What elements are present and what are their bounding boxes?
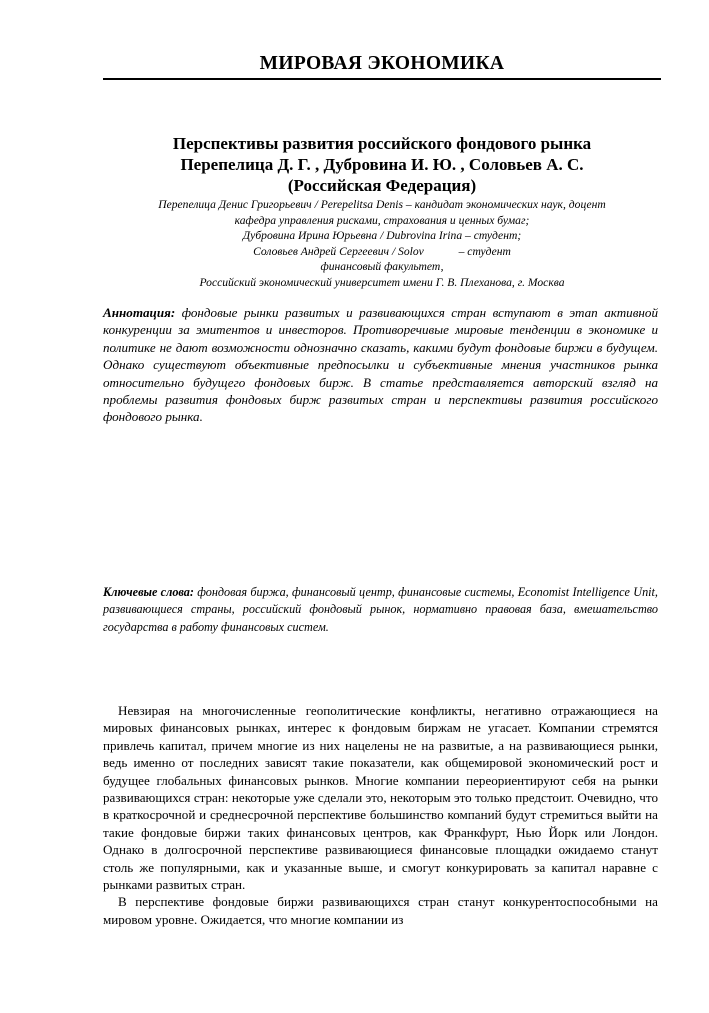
author-line: финансовый факультет, xyxy=(320,260,444,273)
body-text xyxy=(103,702,658,928)
paragraph: В перспективе фондовые биржи развивающихся стран станут конкурентоспособными на мировом уровне. Ожидается, что многие компании из xyxy=(103,894,658,927)
section-title: МИРОВАЯ ЭКОНОМИКА xyxy=(259,53,505,74)
keywords-text: фондовая биржа, финансовый центр, финансовые системы, Economist Intelligence Unit, развивающиеся страны, российский фондовый рынок, нормативно правовая база, вмешательство государства в работу финансовых систем. xyxy=(103,585,658,634)
header-divider xyxy=(103,78,661,80)
keywords xyxy=(103,584,658,636)
abstract-text: фондовые рынки развитых и развивающихся стран вступают в этап активной конкуренции за эмитентов и инвесторов. Противоречивые мировые тенденции в экономике и политике не дают возможности однозначно сказать, какими будут фондовые биржи в будущем. Однако существуют объективные предпосылки и субъективные мнения участников рынка относительно будущего фондовых бирж. В статье представляется авторский взгляд на проблемы развития фондовых бирж развитых стран и перспективы развития российского фондового рынка. xyxy=(103,305,658,425)
article-title-block xyxy=(103,133,661,196)
abstract xyxy=(103,304,658,426)
author-line: Дубровина Ирина Юрьевна / Dubrovina Irina – студент; xyxy=(242,229,522,242)
author-line: Российский экономический университет имени Г. В. Плеханова, г. Москва xyxy=(199,275,565,289)
article-authors-short: Перепелица Д. Г. , Дубровина И. Ю. , Соловьев А. С. xyxy=(180,155,584,174)
article-country: (Российская Федерация) xyxy=(287,176,477,195)
author-line: Соловьев Андрей Сергеевич / Solov – студент xyxy=(253,244,511,258)
article-title: Перспективы развития российского фондового рынка xyxy=(172,134,592,153)
author-line: Перепелица Денис Григорьевич / Perepelitsa Denis – кандидат экономических наук, доцент xyxy=(158,198,606,211)
author-line: кафедра управления рисками, страхования и ценных бумаг; xyxy=(234,213,530,227)
keywords-label: Ключевые слова: xyxy=(103,585,194,599)
author-affiliations xyxy=(103,197,661,290)
abstract-label: Аннотация: xyxy=(103,305,176,320)
paragraph: Невзирая на многочисленные геополитические конфликты, негативно отражающиеся на мировых финансовых рынках, интерес к фондовым биржам не угасает. Компании стремятся привлечь капитал, причем многие из них нацелены не на развитые, а на развивающиеся рынки, ведь именно от последних зависят такие показатели, как общемировой экономический рост и будущее глобальных финансовых рынков. Многие компании переориентируют себя на рынки развивающихся стран: некоторые уже сделали это, некоторым это только предстоит. Очевидно, что в краткосрочной и среднесрочной перспективе большинство компаний будут стремиться выйти на такие фондовые биржи таких финансовых центров, как Франкфурт, Нью Йорк или Лондон. Однако в долгосрочной перспективе развивающиеся финансовые площадки ожидаемо станут столь же популярными, как и указанные выше, и смогут конкурировать за капитал наравне с рынками развитых стран. xyxy=(103,703,658,893)
